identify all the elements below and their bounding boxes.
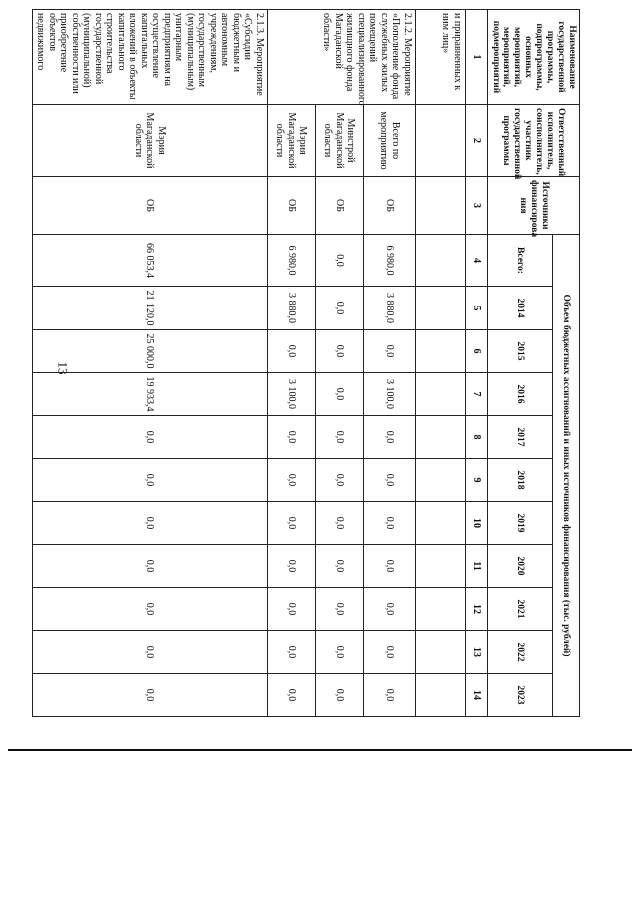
row-source: ОБ xyxy=(32,177,267,235)
row-value: 0,0 xyxy=(315,459,363,502)
row-value: 3 880,0 xyxy=(363,287,415,330)
row-value: 0,0 xyxy=(363,459,415,502)
row-value: 0,0 xyxy=(267,502,315,545)
row-source: ОБ xyxy=(363,177,415,235)
col-header-responsible: Ответственный исполнитель, соисполнитель, участник государственной программы xyxy=(487,105,579,177)
row-responsible xyxy=(415,105,465,177)
col-header-year: 2014 xyxy=(487,287,552,330)
row-value xyxy=(415,545,465,588)
index-cell: 9 xyxy=(465,459,487,502)
rotated-table-area xyxy=(35,9,580,716)
row-name: и приравненных к ним лиц» xyxy=(415,10,465,105)
row-responsible: Минстрой Магаданской области xyxy=(315,105,363,177)
row-value: 0,0 xyxy=(363,416,415,459)
table-row xyxy=(363,10,415,717)
row-value: 19 933,4 xyxy=(32,373,267,416)
row-source xyxy=(415,177,465,235)
index-cell: 7 xyxy=(465,373,487,416)
table-row xyxy=(315,10,363,717)
row-value: 0,0 xyxy=(32,674,267,717)
row-value: 0,0 xyxy=(32,588,267,631)
row-value xyxy=(415,330,465,373)
row-value: 0,0 xyxy=(267,674,315,717)
row-total: 6 980,0 xyxy=(267,235,315,287)
row-value: 0,0 xyxy=(315,416,363,459)
row-total xyxy=(415,235,465,287)
row-responsible: Мэрия Магаданской области xyxy=(267,105,315,177)
col-header-year: 2017 xyxy=(487,416,552,459)
row-value: 0,0 xyxy=(267,416,315,459)
index-cell: 11 xyxy=(465,545,487,588)
header-row-1 xyxy=(552,10,579,717)
index-cell: 5 xyxy=(465,287,487,330)
row-value: 0,0 xyxy=(32,416,267,459)
row-source: ОБ xyxy=(315,177,363,235)
row-value: 3 100,0 xyxy=(267,373,315,416)
row-value: 0,0 xyxy=(315,373,363,416)
row-value: 0,0 xyxy=(315,674,363,717)
col-header-total: Всего: xyxy=(487,235,552,287)
row-value: 0,0 xyxy=(267,545,315,588)
index-cell: 1 xyxy=(465,10,487,105)
index-cell: 10 xyxy=(465,502,487,545)
col-header-year: 2019 xyxy=(487,502,552,545)
col-header-year: 2021 xyxy=(487,588,552,631)
horizontal-rule xyxy=(8,749,632,751)
col-header-source: Источники финансирова ния xyxy=(487,177,579,235)
row-value xyxy=(415,416,465,459)
page-number: 13 xyxy=(55,361,71,375)
row-value xyxy=(415,502,465,545)
table-row xyxy=(32,10,267,717)
col-header-year: 2022 xyxy=(487,631,552,674)
budget-table xyxy=(32,9,580,717)
col-header-year: 2015 xyxy=(487,330,552,373)
row-value: 0,0 xyxy=(363,631,415,674)
col-header-volume: Объем бюджетных ассигнований и иных источников финансирования (тыс. рублей) xyxy=(552,235,579,717)
row-total: 6 980,0 xyxy=(363,235,415,287)
row-value: 0,0 xyxy=(315,631,363,674)
row-value: 0,0 xyxy=(267,588,315,631)
rotated-content xyxy=(35,9,580,716)
row-value: 0,0 xyxy=(315,545,363,588)
row-value xyxy=(415,459,465,502)
index-cell: 6 xyxy=(465,330,487,373)
col-header-year: 2020 xyxy=(487,545,552,588)
index-cell: 4 xyxy=(465,235,487,287)
row-value: 0,0 xyxy=(315,588,363,631)
col-header-year: 2018 xyxy=(487,459,552,502)
row-value: 0,0 xyxy=(363,545,415,588)
row-value: 0,0 xyxy=(32,545,267,588)
row-value: 0,0 xyxy=(363,588,415,631)
row-value: 0,0 xyxy=(32,502,267,545)
row-name: 2.1.3. Мероприятие «Субсидии бюджетным и автономным учреждениям, государственным (муниципальным) унитарным предприятиям на осуществление капитальных вложений в объекты капитального строительства государственной (муниципальной) собственности или приобретение объектов недвижимого xyxy=(32,10,267,105)
row-responsible: Мэрия Магаданской области xyxy=(32,105,267,177)
row-value: 3 100,0 xyxy=(363,373,415,416)
row-value: 0,0 xyxy=(315,502,363,545)
index-cell: 13 xyxy=(465,631,487,674)
table-row xyxy=(267,10,315,717)
index-cell: 8 xyxy=(465,416,487,459)
row-total: 0,0 xyxy=(315,235,363,287)
col-header-year: 2016 xyxy=(487,373,552,416)
row-value: 0,0 xyxy=(267,631,315,674)
row-value: 0,0 xyxy=(315,330,363,373)
index-row xyxy=(465,10,487,717)
row-source: ОБ xyxy=(267,177,315,235)
col-header-year: 2023 xyxy=(487,674,552,717)
row-value: 21 120,0 xyxy=(32,287,267,330)
index-cell: 12 xyxy=(465,588,487,631)
index-cell: 2 xyxy=(465,105,487,177)
row-value xyxy=(415,373,465,416)
index-cell: 3 xyxy=(465,177,487,235)
row-value: 0,0 xyxy=(363,674,415,717)
row-value xyxy=(415,588,465,631)
row-value: 25 000,0 xyxy=(32,330,267,373)
row-value: 0,0 xyxy=(363,330,415,373)
row-value: 0,0 xyxy=(363,502,415,545)
row-value: 3 880,0 xyxy=(267,287,315,330)
row-responsible: Всего по мероприятию xyxy=(363,105,415,177)
row-value xyxy=(415,287,465,330)
row-value: 0,0 xyxy=(267,330,315,373)
row-value: 0,0 xyxy=(32,459,267,502)
col-header-name: Наименование государственной программы, подпрограммы, основных мероприятий, мероприятий, подмероприятий xyxy=(487,10,579,105)
row-value: 0,0 xyxy=(267,459,315,502)
row-value xyxy=(415,631,465,674)
row-value: 0,0 xyxy=(32,631,267,674)
row-name: 2.1.2. Мероприятие «Пополнение фонда служебных жилых помещений специализированного жилищного фонда Магаданской области» xyxy=(267,10,415,105)
index-cell: 14 xyxy=(465,674,487,717)
row-value: 0,0 xyxy=(315,287,363,330)
table-row xyxy=(415,10,465,717)
row-value xyxy=(415,674,465,717)
row-total: 66 053,4 xyxy=(32,235,267,287)
